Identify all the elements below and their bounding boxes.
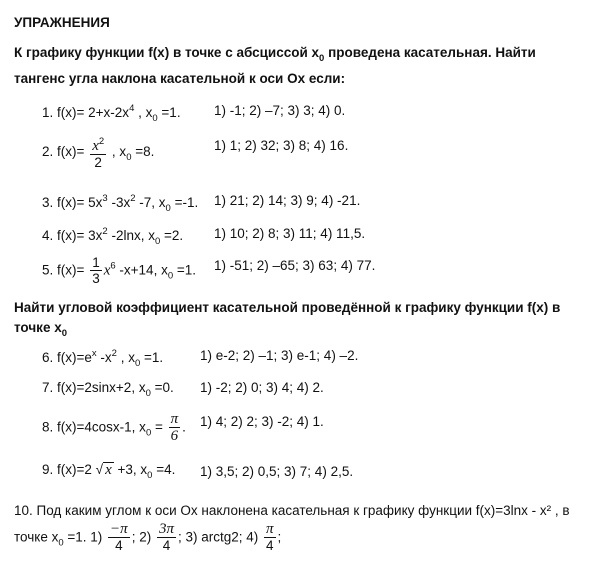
text-fragment: точке x xyxy=(14,320,62,335)
superscript: 3 xyxy=(102,193,108,204)
fraction-numerator xyxy=(90,134,106,155)
text-fragment: -x+14, x xyxy=(115,262,168,278)
text-fragment: =1. xyxy=(157,105,181,120)
text-fragment: К графику функции f(x) в точке с абсциссой x xyxy=(14,45,320,60)
superscript: 2 xyxy=(98,136,105,147)
text-fragment: f(x)=e xyxy=(57,350,92,365)
fraction-numerator: 1 xyxy=(92,255,100,270)
subscript: 0 xyxy=(61,328,68,339)
heading: УПРАЖНЕНИЯ xyxy=(14,15,110,30)
text-fragment: = xyxy=(151,419,163,435)
subscript: 0 xyxy=(167,270,174,282)
fraction xyxy=(90,255,102,287)
fraction-numerator: π xyxy=(170,411,179,427)
exercise-5-answers: 1) -51; 2) –65; 3) 63; 4) 77. xyxy=(214,258,376,273)
subscript: 0 xyxy=(165,203,171,214)
fraction-numerator: π xyxy=(266,521,274,537)
exercise-number: 4. xyxy=(42,228,54,243)
task-2-statement-line-2 xyxy=(14,320,67,339)
text-fragment: f(x)=2 xyxy=(57,462,96,477)
text-fragment: f(x)=4cosx-1, x xyxy=(57,419,146,435)
exercise-number: 6. xyxy=(42,350,54,365)
exercise-8-function xyxy=(42,412,186,444)
exercise-number: 9. xyxy=(42,462,54,477)
exercise-9-function xyxy=(42,462,175,481)
fraction-option-4 xyxy=(264,522,276,554)
task-1-statement-line-1 xyxy=(14,45,536,64)
task-2-statement-line-1: Найти угловой коэффициент касательной проведённой к графику функции f(x) в xyxy=(14,300,561,315)
exercise-10-line-2 xyxy=(14,522,281,554)
fraction xyxy=(169,412,181,444)
exercise-10-line-1: 10. Под каким углом к оси Ox наклонена касательная к графику функции f(x)=3lnx - x² , в xyxy=(14,503,570,518)
exercise-4-answers: 1) 10; 2) 8; 3) 11; 4) 11,5. xyxy=(214,226,366,241)
text-fragment: точке x xyxy=(14,529,59,545)
exercise-3-function xyxy=(42,193,198,214)
exercise-4-function xyxy=(42,226,183,247)
subscript: 0 xyxy=(154,236,161,247)
text-fragment: -x xyxy=(96,350,112,365)
text-fragment: =-1. xyxy=(170,195,199,210)
text-fragment: f(x)= 2+x-2x xyxy=(57,105,130,120)
exercise-7-function xyxy=(42,380,174,399)
text-fragment: ; xyxy=(277,529,282,545)
superscript: 2 xyxy=(102,226,108,237)
exercise-6-function xyxy=(42,348,163,369)
exercise-number: 3. xyxy=(42,195,54,210)
subscript: 0 xyxy=(145,388,151,399)
fraction-denominator: 4 xyxy=(115,538,123,553)
text-fragment: =4. xyxy=(152,462,176,477)
subscript: 0 xyxy=(147,470,153,481)
text-fragment: . xyxy=(182,419,186,435)
text-fragment: -2lnx, x xyxy=(107,228,155,243)
variable: x xyxy=(92,138,99,154)
fraction-numerator: 3π xyxy=(158,521,174,537)
text-fragment: , x xyxy=(111,144,127,160)
sqrt-symbol: √ xyxy=(95,462,104,477)
superscript: 2 xyxy=(111,348,117,359)
fraction-denominator: 2 xyxy=(94,155,102,170)
exercise-2-function xyxy=(42,134,154,171)
exercise-number: 7. xyxy=(42,380,54,395)
exercise-7-answers: 1) -2; 2) 0; 3) 4; 4) 2. xyxy=(200,380,324,395)
subscript: 0 xyxy=(134,358,141,369)
text-fragment: =2. xyxy=(160,228,184,243)
subscript: 0 xyxy=(58,537,64,549)
fraction-option-1 xyxy=(108,522,130,554)
text-fragment: f(x)= xyxy=(57,144,85,160)
text-fragment: f(x)= xyxy=(57,262,85,278)
fraction-denominator: 4 xyxy=(266,538,274,553)
exercise-number: 1. xyxy=(42,105,54,120)
text-fragment: =8. xyxy=(131,144,155,160)
exercise-8-answers: 1) 4; 2) 2; 3) -2; 4) 1. xyxy=(200,414,324,429)
subscript: 0 xyxy=(152,113,158,124)
fraction-denominator: 6 xyxy=(170,428,179,444)
subscript: 0 xyxy=(145,427,152,439)
text-fragment: =1. xyxy=(140,350,164,365)
superscript: 4 xyxy=(129,103,135,114)
subscript: 0 xyxy=(319,53,325,64)
exercise-number: 5. xyxy=(42,262,54,278)
text-fragment: f(x)=2sinx+2, x xyxy=(57,380,146,395)
exercise-number: 8. xyxy=(42,419,54,435)
exercise-2-answers: 1) 1; 2) 32; 3) 8; 4) 16. xyxy=(214,138,349,153)
fraction-denominator: 3 xyxy=(92,271,100,286)
exercise-1-function xyxy=(42,103,181,124)
text-fragment: =1. 1) xyxy=(63,529,107,545)
text-fragment: -7, x xyxy=(135,195,166,210)
sqrt-argument: x xyxy=(105,462,112,478)
text-fragment: f(x)= 3x xyxy=(57,228,103,243)
fraction xyxy=(90,134,106,171)
text-fragment: =1. xyxy=(173,262,197,278)
fraction-numerator: −π xyxy=(110,521,128,537)
exercise-6-answers: 1) e-2; 2) –1; 3) e-1; 4) –2. xyxy=(200,348,359,363)
exercise-9-answers: 1) 3,5; 2) 0,5; 3) 7; 4) 2,5. xyxy=(200,464,354,479)
superscript: x xyxy=(91,348,97,359)
exercise-5-function xyxy=(42,255,196,287)
exercise-1-answers: 1) -1; 2) –7; 3) 3; 4) 0. xyxy=(214,103,346,118)
fraction-option-2 xyxy=(157,522,176,554)
text-fragment: =0. xyxy=(150,380,174,395)
text-fragment: f(x)= 5x xyxy=(57,195,103,210)
text-fragment: ; 2) xyxy=(131,529,155,545)
superscript: 6 xyxy=(110,260,116,272)
text-fragment: +3, x xyxy=(113,462,148,477)
text-fragment: ; 3) arctg2; 4) xyxy=(177,529,263,545)
exercise-number: 2. xyxy=(42,144,54,160)
fraction-denominator: 4 xyxy=(162,538,171,553)
text-fragment: проведена касательная. Найти xyxy=(324,45,536,60)
subscript: 0 xyxy=(126,152,132,164)
text-fragment: -3x xyxy=(107,195,131,210)
variable: x xyxy=(103,262,111,279)
exercise-3-answers: 1) 21; 2) 14; 3) 9; 4) -21. xyxy=(214,193,361,208)
text-fragment: , x xyxy=(134,105,153,120)
superscript: 2 xyxy=(130,193,136,204)
text-fragment: , x xyxy=(116,350,135,365)
task-1-statement-line-2: тангенс угла наклона касательной к оси Ox если: xyxy=(14,71,346,86)
